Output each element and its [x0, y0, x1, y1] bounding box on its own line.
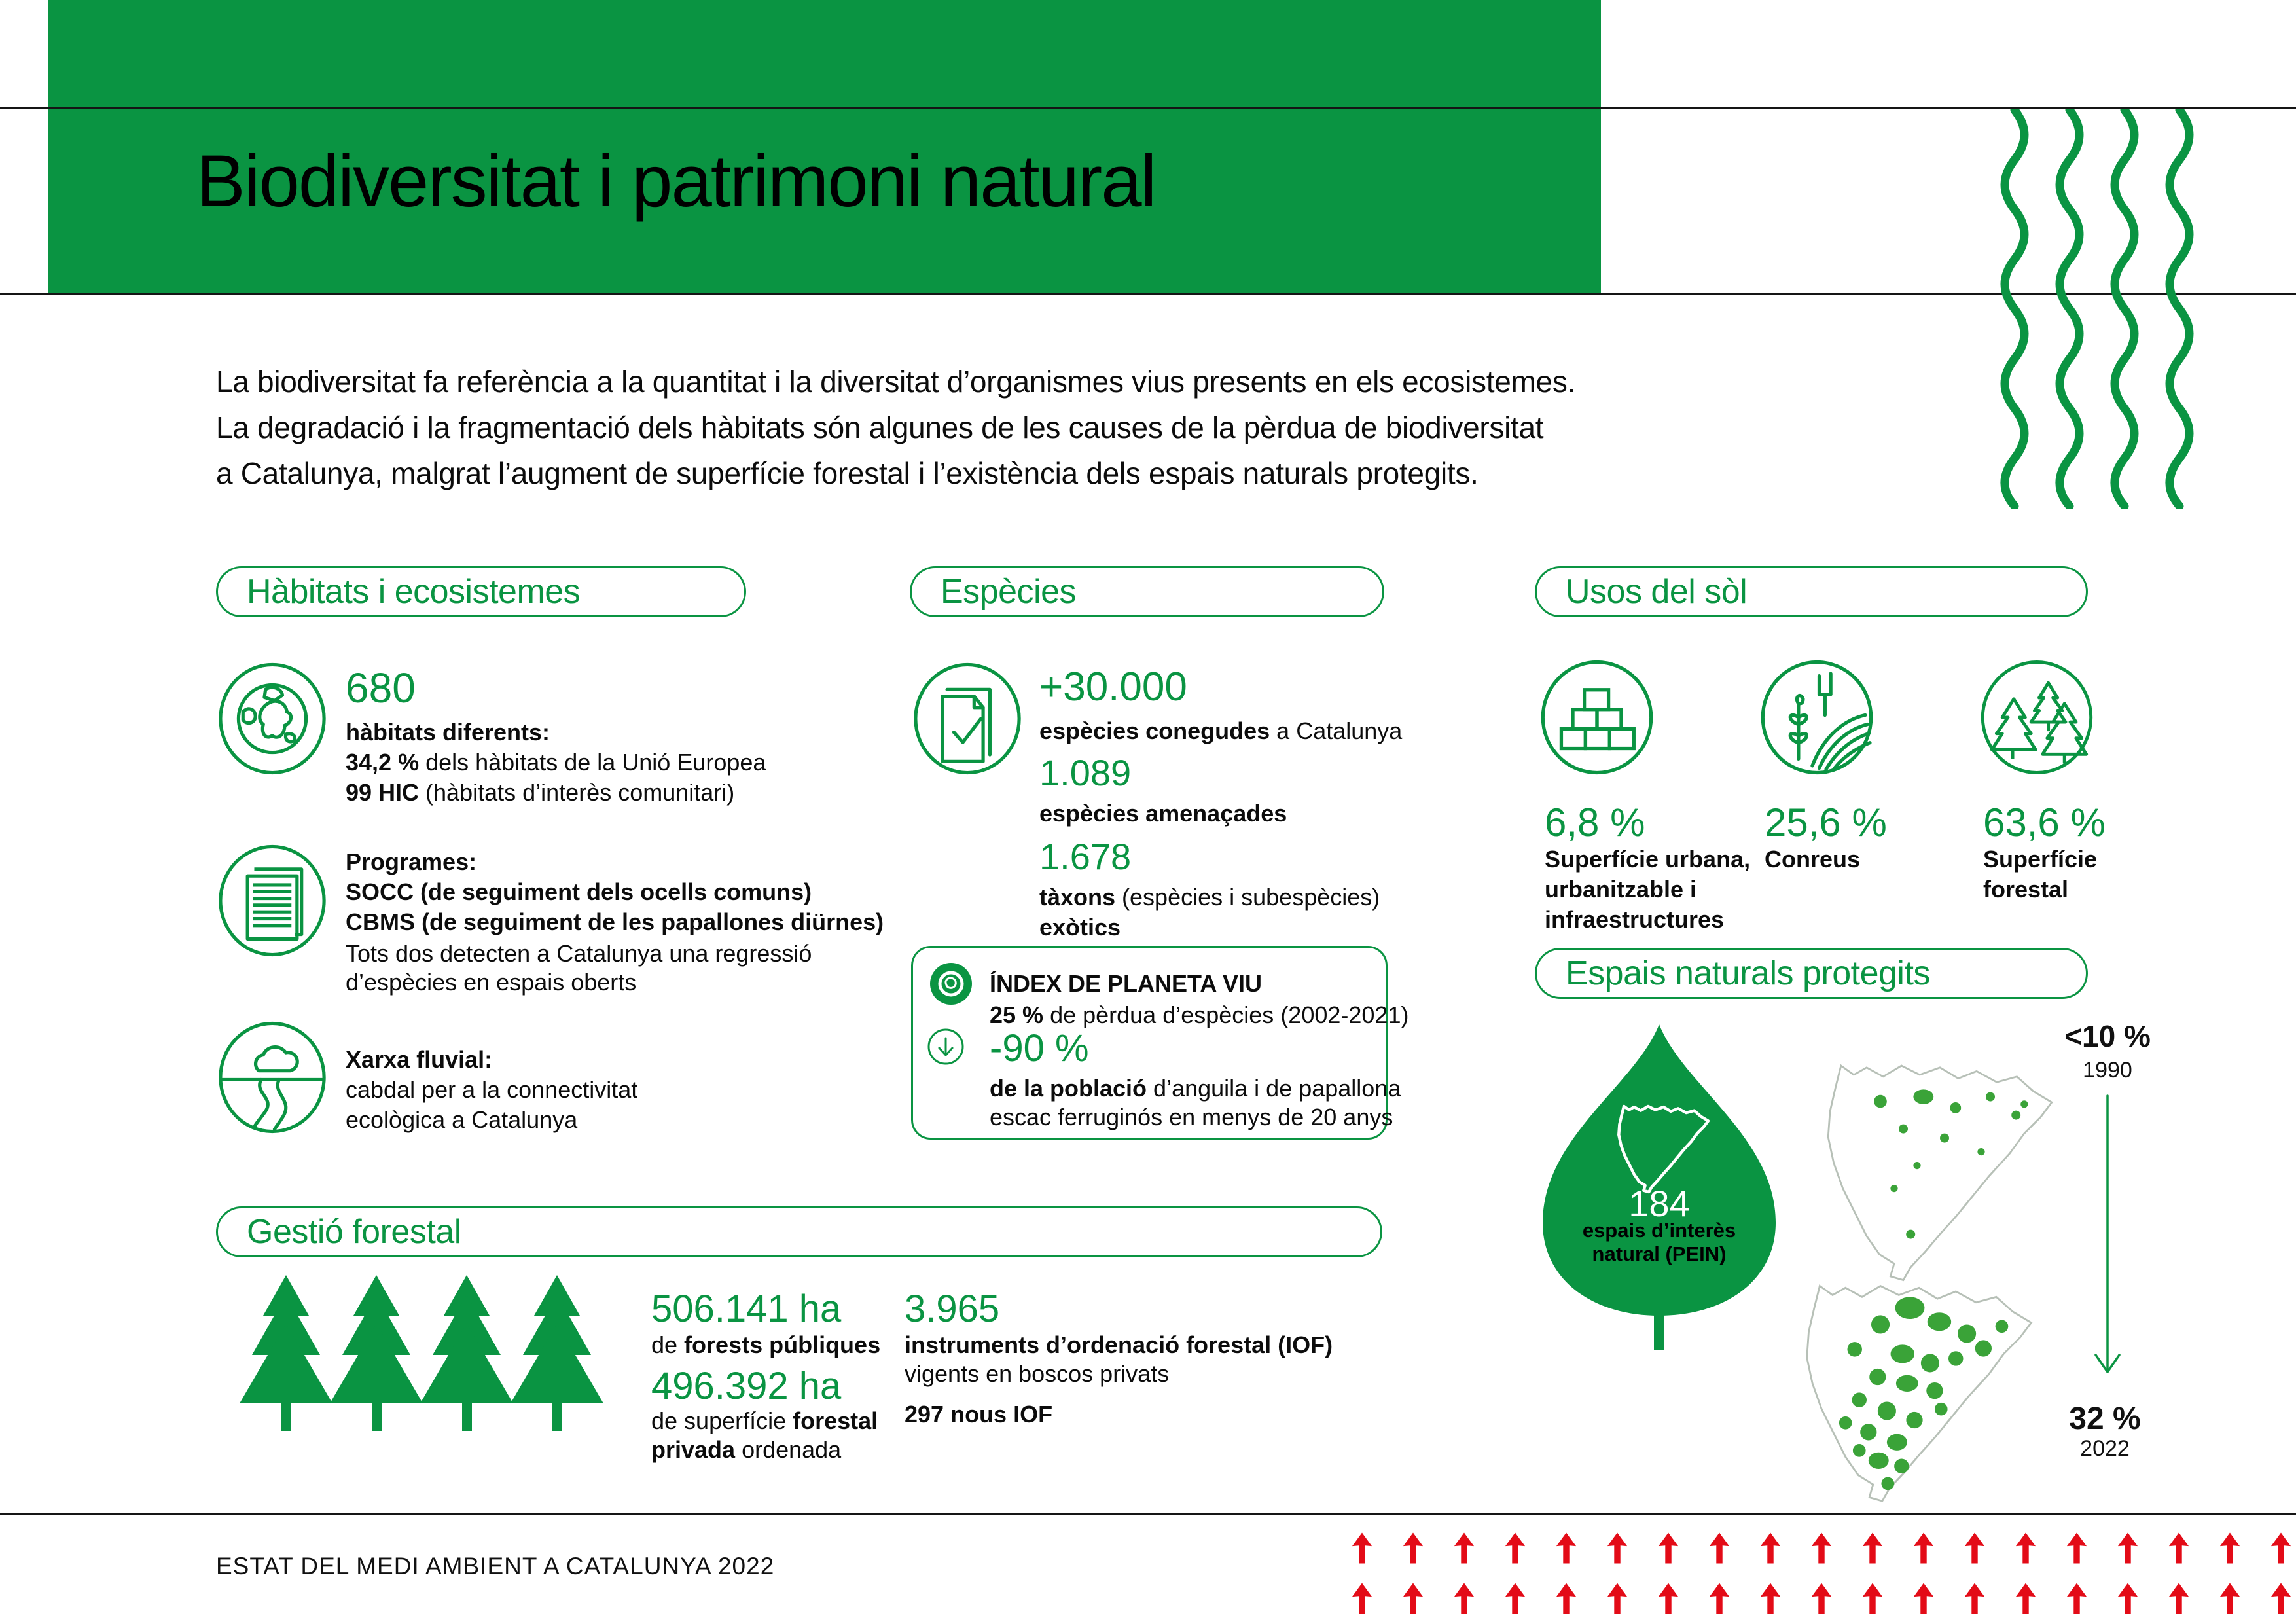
programs-note: Tots dos detecten a Catalunya una regressió: [346, 940, 812, 967]
page-title: Biodiversitat i patrimoni natural: [196, 140, 1156, 222]
up-arrow-icon: [1811, 1582, 1832, 1615]
section-title: Espais naturals protegits: [1566, 954, 1930, 992]
section-header-espais: [1535, 948, 2088, 999]
species-threatened-number: 1.089: [1039, 752, 1132, 793]
intro-line: a Catalunya, malgrat l’augment de superfície forestal i l’existència dels espais naturals protegits.: [216, 456, 1479, 490]
up-arrow-icon: [1556, 1532, 1577, 1564]
up-arrow-icon: [1658, 1582, 1679, 1615]
up-arrow-icon: [1454, 1532, 1475, 1564]
documents-icon: [216, 844, 329, 957]
urban-label: Superfície urbana,: [1545, 846, 1751, 873]
section-title: Usos del sòl: [1566, 573, 1748, 611]
up-arrow-icon: [2015, 1582, 2036, 1615]
up-arrow-icon: [1760, 1532, 1781, 1564]
taxa-label: tàxons (espècies i subespècies): [1039, 884, 1380, 911]
up-arrow-icon: [1862, 1532, 1883, 1564]
section-header-gestio: [216, 1206, 1382, 1257]
up-arrow-icon: [2168, 1582, 2189, 1615]
down-arrow-circle-icon: [927, 1028, 965, 1066]
public-forest-area: 506.141 ha: [651, 1288, 842, 1330]
programs-title: Programes:: [346, 848, 477, 875]
species-known-label: espècies conegudes a Catalunya: [1039, 717, 1403, 744]
pein-label: espais d’interès: [1582, 1219, 1736, 1242]
up-arrow-icon: [1352, 1532, 1372, 1564]
forest-trees-illustration: [237, 1275, 607, 1431]
habitats-stat-eu: 34,2 % dels hàbitats de la Unió Europea: [346, 749, 766, 776]
forest-label: Superfície: [1983, 846, 2098, 873]
up-arrow-icon: [1403, 1532, 1424, 1564]
up-arrow-icon: [1913, 1532, 1934, 1564]
protected-end-year: 2022: [2080, 1436, 2130, 1461]
up-arrow-icon: [2066, 1532, 2087, 1564]
up-arrow-icon: [1403, 1582, 1424, 1615]
planet-icon: [929, 962, 973, 1005]
up-arrow-icon: [1352, 1582, 1372, 1615]
up-arrow-icon: [2168, 1532, 2189, 1564]
urban-label: urbanitzable i: [1545, 876, 1697, 903]
section-header-especies: [910, 566, 1384, 617]
down-arrow-icon: [2092, 1094, 2123, 1390]
up-arrow-icon: [1607, 1532, 1628, 1564]
up-arrow-icon: [1505, 1582, 1526, 1615]
ipv-decline-number: -90 %: [990, 1027, 1089, 1070]
intro-line: La degradació i la fragmentació dels hàbitats són algunes de les causes de la pèrdua de biodiversitat: [216, 410, 1544, 444]
bricks-icon: [1539, 660, 1655, 775]
species-known-number: +30.000: [1039, 664, 1187, 710]
crops-label: Conreus: [1765, 846, 1861, 873]
pein-label: natural (PEIN): [1592, 1242, 1727, 1265]
private-forest-area: 496.392 ha: [651, 1365, 842, 1407]
cloud-river-icon: [216, 1021, 329, 1134]
footer-report-title: ESTAT DEL MEDI AMBIENT A CATALUNYA 2022: [216, 1553, 775, 1579]
program-socc: SOCC (de seguiment dels ocells comuns): [346, 878, 812, 905]
taxa-label-exotic: exòtics: [1039, 914, 1121, 941]
pines-icon: [1979, 660, 2094, 775]
up-arrow-icon: [1862, 1582, 1883, 1615]
up-arrow-icon: [1709, 1532, 1730, 1564]
banner-bottom-rule: [0, 293, 2296, 295]
up-arrow-icon: [2117, 1582, 2138, 1615]
intro-paragraph: [216, 359, 1787, 496]
habitats-count-label: hàbitats diferents:: [346, 719, 550, 746]
private-forest-label: de superfície forestal: [651, 1407, 878, 1434]
protected-patches: [1839, 1297, 2008, 1490]
up-arrow-icon: [2015, 1532, 2036, 1564]
ipv-title: ÍNDEX DE PLANETA VIU: [990, 970, 1263, 997]
forest-percent: 63,6 %: [1983, 801, 2106, 844]
section-title: Espècies: [941, 573, 1076, 611]
document-check-icon: [911, 662, 1024, 775]
up-arrow-icon: [1964, 1532, 1985, 1564]
globe-icon: [216, 662, 329, 775]
section-title: Gestió forestal: [247, 1213, 461, 1251]
section-header-usos: [1535, 566, 2088, 617]
species-threatened-label: espècies amenaçades: [1039, 800, 1287, 827]
public-forest-label: de forests públiques: [651, 1331, 881, 1358]
habitats-count: 680: [346, 664, 416, 712]
protected-patches: [1874, 1089, 2028, 1238]
up-arrow-icon: [1913, 1582, 1934, 1615]
top-rule: [0, 107, 2296, 109]
up-arrow-icon: [1709, 1582, 1730, 1615]
taxa-number: 1.678: [1039, 836, 1132, 877]
up-arrow-icon: [2270, 1532, 2291, 1564]
program-cbms: CBMS (de seguiment de les papallones diürnes): [346, 909, 884, 935]
wave-lines-icon: [1995, 109, 2217, 509]
fluvial-line: ecològica a Catalunya: [346, 1106, 578, 1133]
up-arrow-icon: [1964, 1582, 1985, 1615]
ipv-population-line2: escac ferruginós en menys de 20 anys: [990, 1104, 1393, 1130]
programs-note: d’espècies en espais oberts: [346, 969, 637, 996]
catalonia-map-1990: [1793, 1051, 2068, 1291]
up-arrow-icon: [1505, 1532, 1526, 1564]
up-arrow-icon: [1658, 1532, 1679, 1564]
protected-start-value: <10 %: [2064, 1019, 2151, 1053]
urban-percent: 6,8 %: [1545, 801, 1645, 844]
fluvial-line: cabdal per a la connectivitat: [346, 1076, 638, 1103]
up-arrow-icon: [1811, 1532, 1832, 1564]
up-arrow-icon: [2219, 1532, 2240, 1564]
ipv-loss-line: 25 % de pèrdua d’espècies (2002-2021): [990, 1001, 1409, 1028]
intro-line: La biodiversitat fa referència a la quantitat i la diversitat d’organismes vius presents en els ecosistemes.: [216, 365, 1575, 399]
up-arrow-icon: [2219, 1582, 2240, 1615]
forest-label: forestal: [1983, 876, 2069, 903]
pein-count: 184: [1628, 1183, 1690, 1224]
private-forest-label2: privada ordenada: [651, 1436, 842, 1463]
protected-end-value: 32 %: [2069, 1401, 2141, 1436]
habitats-stat-hic: 99 HIC (hàbitats d’interès comunitari): [346, 779, 735, 806]
footer-rule: [0, 1513, 2296, 1515]
up-arrow-icon: [2117, 1532, 2138, 1564]
up-arrow-icon: [1454, 1582, 1475, 1615]
up-arrow-icon: [1607, 1582, 1628, 1615]
ipv-population-line: de la població d’anguila i de papallona: [990, 1075, 1401, 1102]
fluvial-title: Xarxa fluvial:: [346, 1046, 493, 1073]
crops-percent: 25,6 %: [1765, 801, 1887, 844]
up-arrow-icon: [1760, 1582, 1781, 1615]
section-header-habitats: [216, 566, 746, 617]
up-arrow-icon: [2066, 1582, 2087, 1615]
new-iof: 297 nous IOF: [905, 1401, 1053, 1428]
protected-start-year: 1990: [2083, 1058, 2132, 1083]
iof-number: 3.965: [905, 1288, 1000, 1330]
crops-icon: [1759, 660, 1874, 775]
iof-note: vigents en boscos privats: [905, 1360, 1170, 1387]
urban-label: infraestructures: [1545, 906, 1725, 933]
up-arrow-icon: [2270, 1582, 2291, 1615]
up-arrow-icon: [1556, 1582, 1577, 1615]
iof-label: instruments d’ordenació forestal (IOF): [905, 1331, 1333, 1358]
section-title: Hàbitats i ecosistemes: [247, 573, 581, 611]
catalonia-map-2022: [1766, 1271, 2054, 1512]
